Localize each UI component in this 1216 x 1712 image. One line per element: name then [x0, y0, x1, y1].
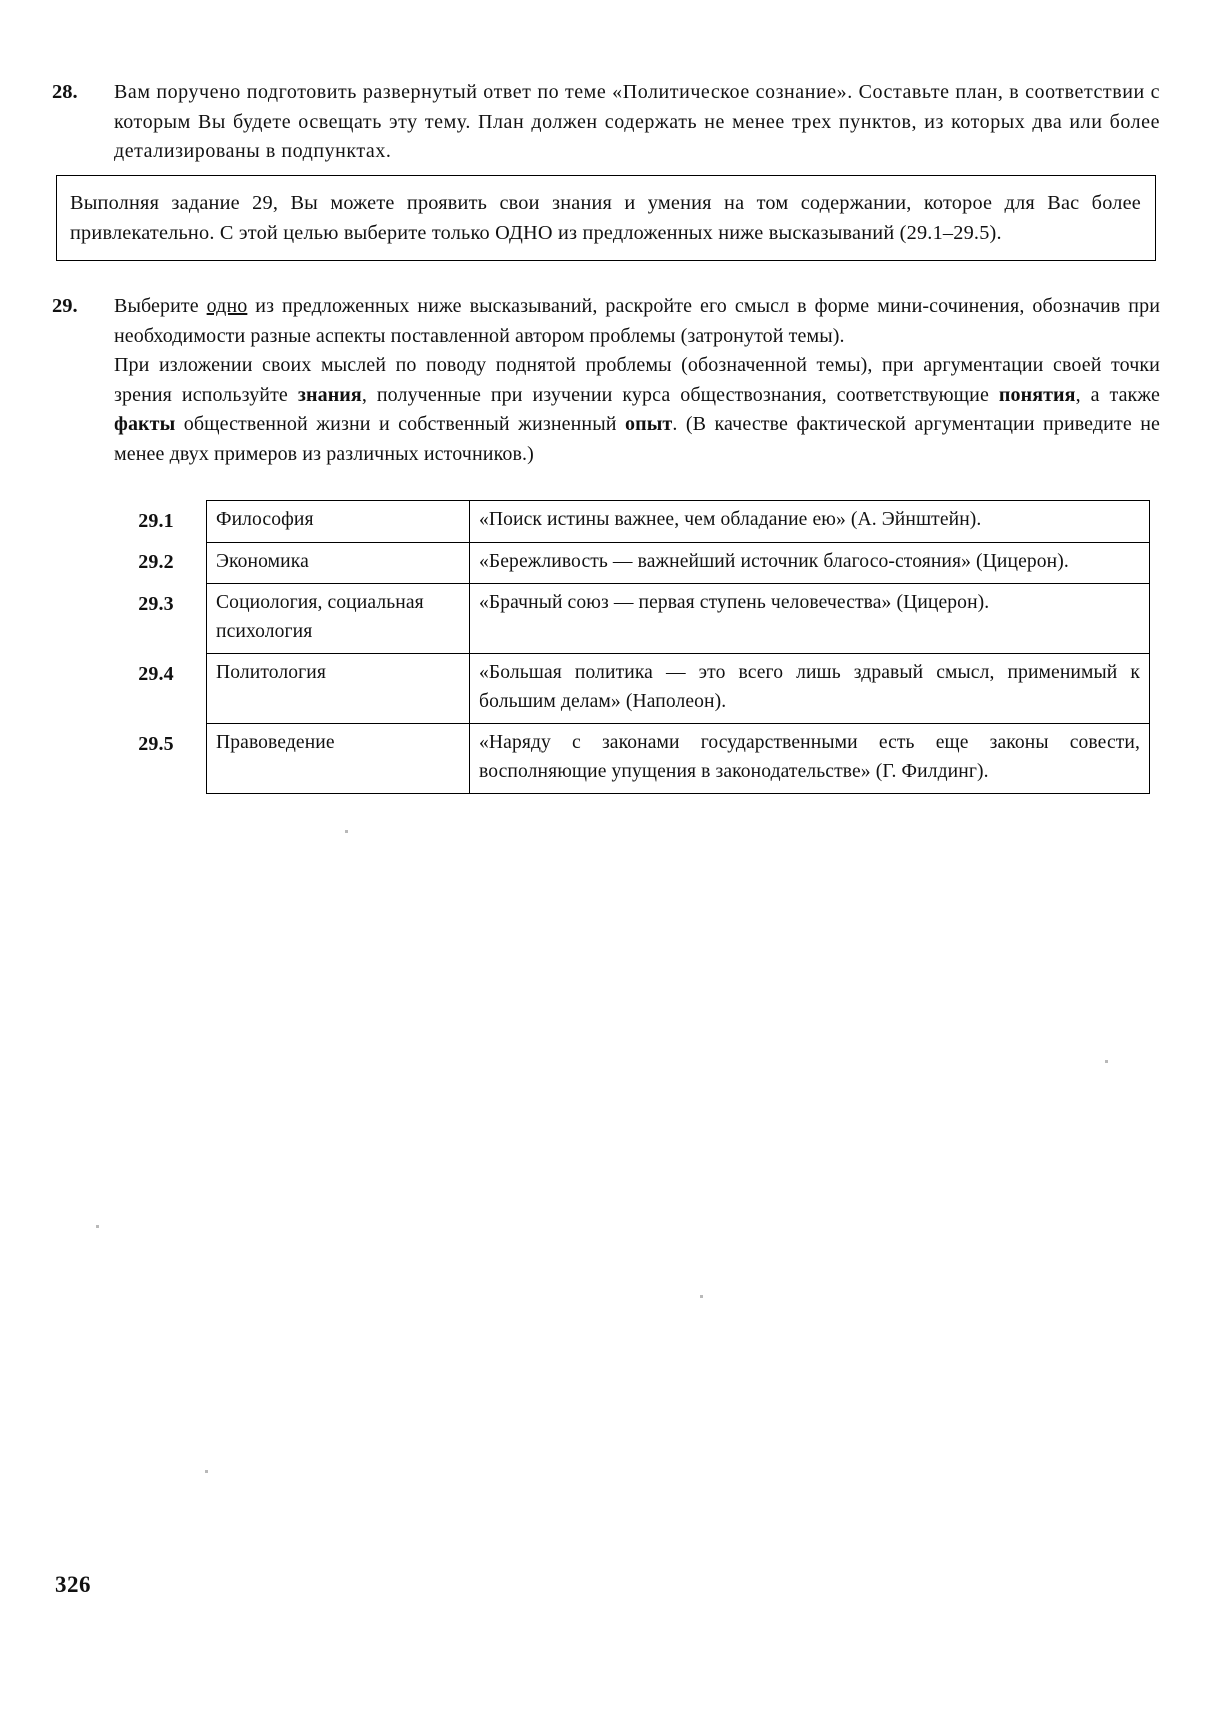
row-quote: «Поиск истины важнее, чем обладание ею» (А. Эйнштейн).: [470, 501, 1150, 543]
task-29-p2-bold-4: опыт: [624, 413, 673, 435]
task-28-number: 28.: [52, 81, 78, 103]
page-number: 326: [55, 1572, 91, 1597]
task-29-p2-bold-2: понятия: [998, 383, 1076, 406]
scan-speck: [205, 1470, 208, 1473]
task-29-p1-underlined: одно: [206, 295, 248, 317]
row-subject: Социология, социальная психология: [207, 584, 470, 654]
row-subject: Философия: [207, 501, 470, 543]
table-row: [106, 724, 1150, 794]
task-29-p2-part-d: , а также: [1075, 383, 1160, 406]
task-29-body: [114, 292, 1160, 469]
row-quote: «Большая политика — это всего лишь здравый смысл, применимый к большим делам» (Наполеон).: [470, 654, 1150, 724]
note-box-text: Выполняя задание 29, Вы можете проявить свои знания и умения на том содержании, которое для Вас более привлекательно. С этой целью выберите только ОДНО из предложенных ниже высказываний (29.1–29.5).: [70, 192, 1141, 244]
row-quote: «Брачный союз — первая ступень человечества» (Цицерон).: [470, 584, 1150, 654]
task-28: [52, 78, 1160, 167]
quotes-table: [106, 500, 1150, 794]
task-29-paragraph-1: [114, 292, 1160, 351]
row-number: 29.3: [138, 592, 174, 615]
table-row: [106, 654, 1150, 724]
task-29-paragraph-2: [114, 351, 1160, 469]
row-number: 29.1: [138, 509, 174, 532]
task-29-p2-part-c: , полученные при изучении курса обществознания, соответствующие: [361, 383, 999, 406]
scan-speck: [1105, 1060, 1108, 1063]
row-subject: Политология: [207, 654, 470, 724]
table-row: [106, 542, 1150, 584]
row-subject: Правоведение: [207, 724, 470, 794]
task-29-p2-part-e: общественной жизни и собственный жизненный: [175, 413, 625, 435]
task-29-p2-bold-1: знания: [297, 383, 362, 406]
scan-speck: [700, 1295, 703, 1298]
row-number: 29.5: [138, 732, 174, 755]
row-quote: «Наряду с законами государственными есть еще законы совести, восполняющие упущения в законодательстве» (Г. Филдинг).: [470, 724, 1150, 794]
task-28-body: [114, 78, 1160, 167]
task-29-p2-part-f: . (В качестве фактической аргументации приведите не менее двух примеров из различных источников.): [114, 413, 1160, 465]
row-number: 29.2: [138, 551, 174, 573]
table-row: [106, 584, 1150, 654]
task-29-p2-part-a: При изложении своих мыслей по поводу поднятой проблемы (обозначенной темы), при аргументации своей точки зрения используйте: [114, 354, 1160, 406]
task-29: [52, 292, 1160, 469]
table-row: [106, 501, 1150, 543]
task-29-p1-part-a: Выберите: [114, 295, 207, 317]
task-28-text: Вам поручено подготовить развернутый ответ по теме «Политическое сознание». Составьте план, в соответствии с которым Вы будете освещать эту тему. План должен содержать не менее трех пунктов, из которых два или более детализированы в подпунктах.: [114, 81, 1160, 162]
row-subject: Экономика: [207, 542, 470, 584]
row-quote: «Бережливость — важнейший источник благосо-стояния» (Цицерон).: [470, 542, 1150, 584]
task-29-p1-part-b: из предложенных ниже высказываний, раскройте его смысл в форме мини-сочинения, обозначив при необходимости разные аспекты поставленной автором проблемы (затронутой темы).: [114, 295, 1161, 347]
task-29-p2-bold-3: факты: [114, 413, 176, 435]
row-number: 29.4: [138, 662, 174, 685]
task-29-number: 29.: [52, 295, 78, 317]
note-box: [56, 175, 1156, 261]
scan-speck: [96, 1225, 99, 1228]
scan-speck: [345, 830, 348, 833]
